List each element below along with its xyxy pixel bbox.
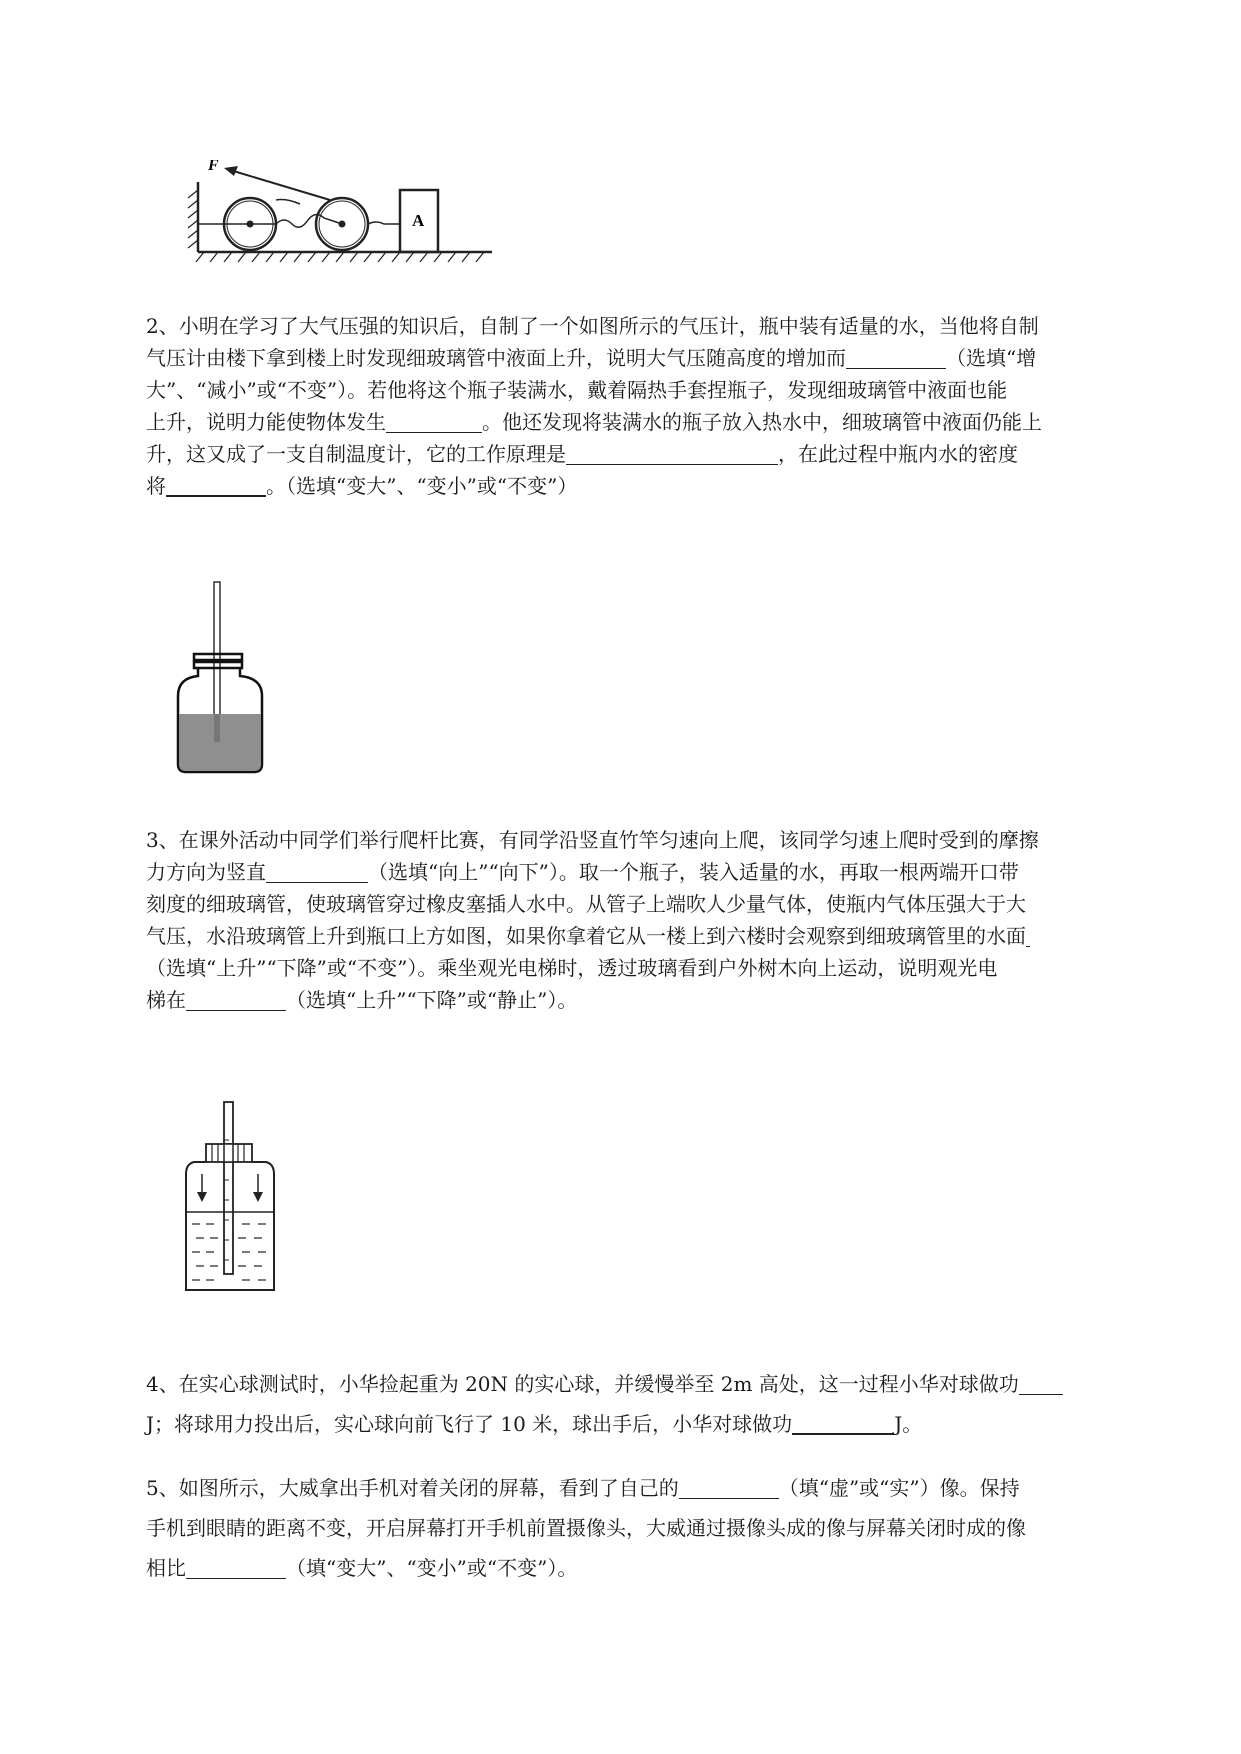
answer-blank[interactable] [1026,924,1030,947]
q3-line-1: 3、在课外活动中同学们举行爬杆比赛，有同学沿竖直竹竿匀速向上爬，该同学匀速上爬时受到的摩擦 [146,828,1039,852]
answer-blank[interactable] [186,988,286,1011]
q3-line-3: 刻度的细玻璃管，使玻璃管穿过橡皮塞插人水中。从管子上端吹人少量气体，使瓶内气体压强大于大 [146,892,1026,916]
q2-line-3: 大”、“减小”或“不变”）。若他将这个瓶子装满水，戴着隔热手套捏瓶子，发现细玻璃管中液面也能 [146,378,1008,402]
answer-blank[interactable] [186,1556,286,1579]
answer-blank[interactable] [1019,1372,1063,1395]
q2-line-5: 升，这又成了一支自制温度计，它的工作原理是 ，在此过程中瓶内水的密度 [146,442,1018,466]
answer-blank[interactable] [166,473,266,497]
barometer-bottle-figure [170,580,270,780]
q3-line-6: 梯在 （选填“上升”“下降”或“静止”）。 [146,988,578,1012]
pulley-system-figure [180,160,500,270]
q4-line-1: 4、在实心球测试时，小华捡起重为 20N 的实心球，并缓慢举至 2m 高处，这一过程小华对球做功 [146,1364,1146,1404]
graduated-tube-bottle-figure [180,1100,280,1300]
q2-line-4: 上升，说明力能使物体发生 。他还发现将装满水的瓶子放入热水中，细玻璃管中液面仍能上 [146,410,1042,434]
answer-blank[interactable] [266,860,368,883]
q5-line-1: 5、如图所示，大威拿出手机对着关闭的屏幕，看到了自己的 （填“虚”或“实”）像。保持 [146,1476,1020,1500]
force-label: F [208,160,219,174]
q5-line-2: 手机到眼睛的距离不变，开启屏幕打开手机前置摄像头，大威通过摄像头成的像与屏幕关闭时成的像 [146,1516,1026,1540]
answer-blank[interactable] [679,1476,779,1499]
q2-line-6: 将 。（选填“变大”、“变小”或“不变”） [146,474,578,498]
q3-line-2: 力方向为竖直 （选填“向上”“向下”）。取一个瓶子，装入适量的水，再取一根两端开口带 [146,860,1019,884]
question-3 [146,824,1146,1016]
q4-line-2: J；将球用力投出后，实心球向前飞行了 10 米，球出手后，小华对球做功 J。 [146,1412,923,1436]
question-4 [146,1364,1146,1444]
answer-blank[interactable] [846,346,946,369]
q3-line-4: 气压，水沿玻璃管上升到瓶口上方如图，如果你拿着它从一楼上到六楼时会观察到细玻璃管里的水面 [146,920,1146,952]
question-2 [146,310,1146,502]
answer-blank[interactable] [386,410,482,433]
q5-line-3: 相比 （填“变大”、“变小”或“不变”）。 [146,1556,578,1580]
answer-blank[interactable] [792,1411,894,1435]
q3-line-5: （选填“上升”“下降”或“不变”）。乘坐观光电梯时，透过玻璃看到户外树木向上运动，说明观光电 [146,956,998,980]
q2-line-2: 气压计由楼下拿到楼上时发现细玻璃管中液面上升，说明大气压随高度的增加而 （选填“增 [146,346,1037,370]
answer-blank[interactable] [566,442,778,465]
q2-line-1: 2、小明在学习了大气压强的知识后，自制了一个如图所示的气压计，瓶中装有适量的水，当他将自制 [146,314,1039,338]
question-5 [146,1468,1146,1588]
block-a-label: A [412,211,425,230]
